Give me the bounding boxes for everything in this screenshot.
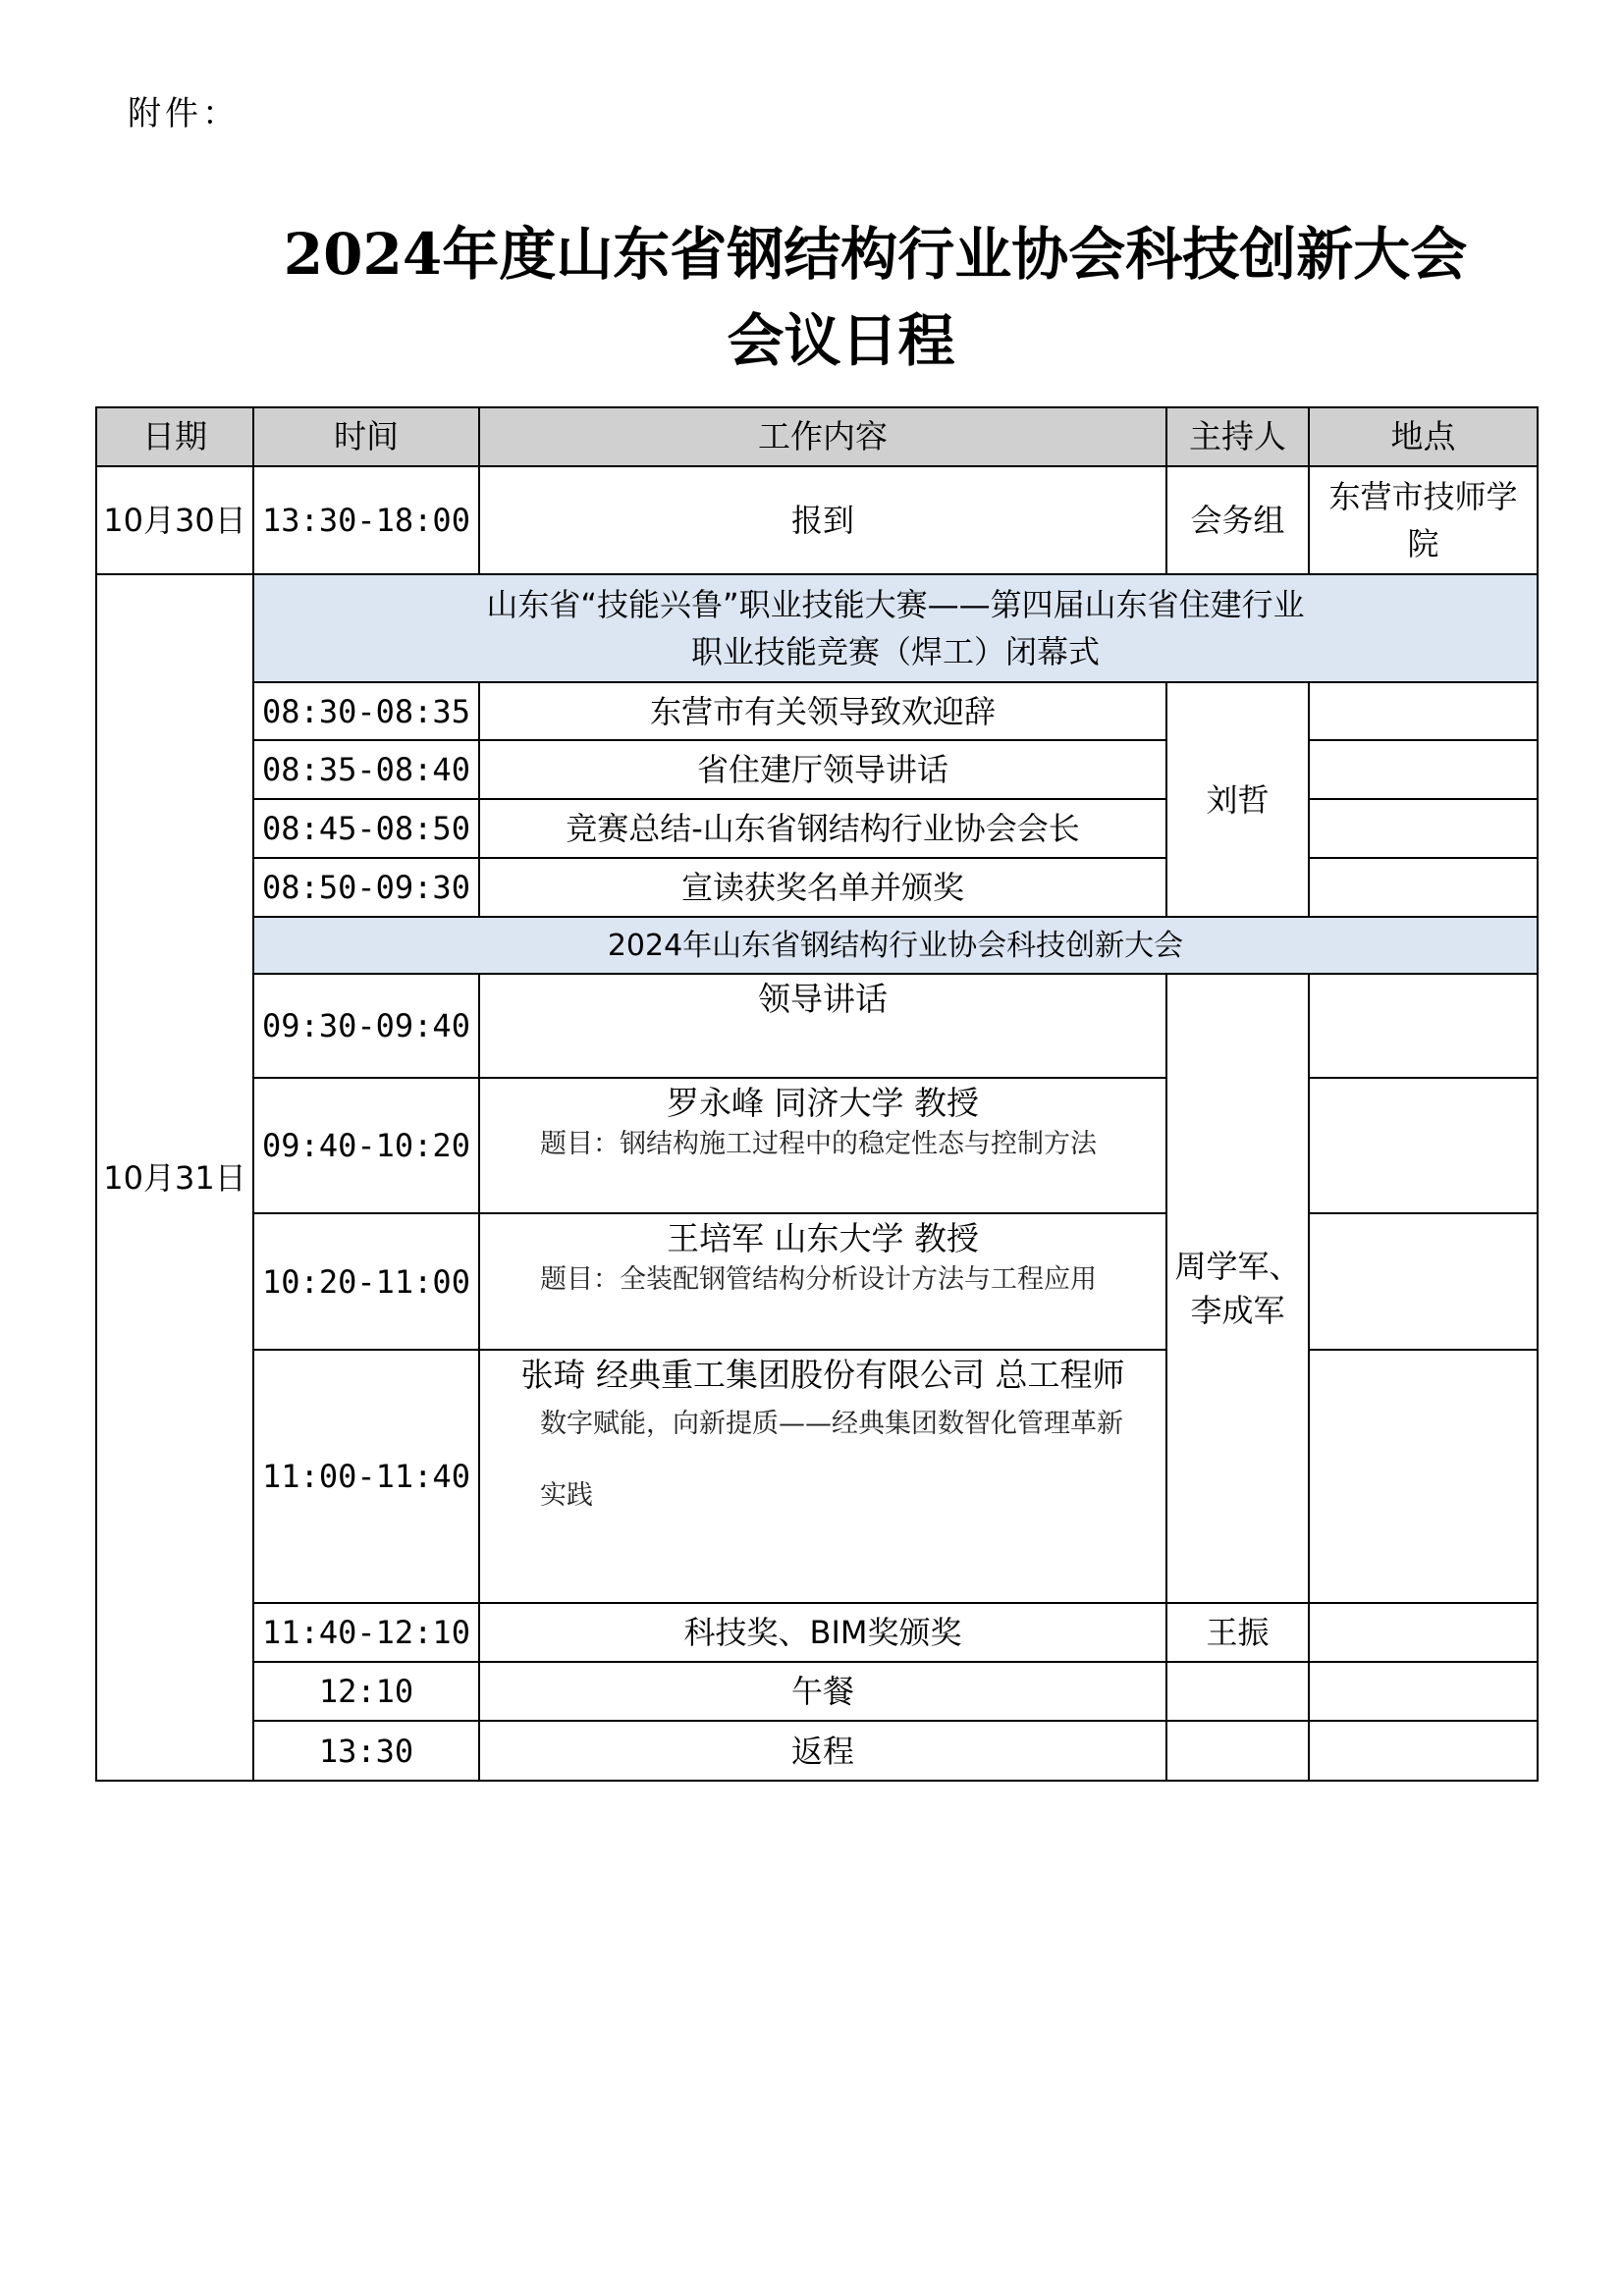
- content-cell: 宣读获奖名单并颁奖: [479, 858, 1166, 917]
- host-cell: [1166, 1662, 1309, 1721]
- host-cell: [1166, 1721, 1309, 1781]
- speaker-line: 领导讲话: [758, 980, 888, 1018]
- place-cell: [1309, 1662, 1538, 1721]
- header-date: 日期: [96, 407, 253, 466]
- host-cell: 王振: [1166, 1603, 1309, 1662]
- host-cell-liuzhe: 刘哲: [1166, 682, 1309, 917]
- time-cell: 09:40-10:20: [253, 1078, 479, 1213]
- time-cell: 11:00-11:40: [253, 1350, 479, 1603]
- content-cell: [479, 1078, 1166, 1213]
- content-cell: 午餐: [479, 1662, 1166, 1721]
- table-row: [96, 1078, 1538, 1213]
- content-cell: 报到: [479, 466, 1166, 574]
- place-cell: [1309, 974, 1538, 1078]
- section-row: [96, 917, 1538, 974]
- table-row: [96, 1350, 1538, 1603]
- table-row: [96, 740, 1538, 799]
- section-title-line2: 职业技能竞赛（焊工）闭幕式: [690, 633, 1100, 670]
- topic-line: 题目：钢结构施工过程中的稳定性态与控制方法: [540, 1128, 1097, 1159]
- table-row: [96, 974, 1538, 1078]
- speaker-line: 王培军 山东大学 教授: [667, 1219, 979, 1257]
- document-title: 2024年度山东省钢结构行业协会科技创新大会: [283, 221, 1468, 288]
- date-cell-oct30: 10月30日: [96, 466, 253, 574]
- table-row: [96, 682, 1538, 740]
- place-cell: [1309, 682, 1538, 740]
- place-cell: [1309, 1603, 1538, 1662]
- table-header-row: [96, 407, 1538, 466]
- content-cell: 返程: [479, 1721, 1166, 1781]
- topic-line: 题目：全装配钢管结构分析设计方法与工程应用: [540, 1263, 1097, 1295]
- section-title-innovation-conference: 2024年山东省钢结构行业协会科技创新大会: [253, 917, 1538, 974]
- table-row: [96, 1603, 1538, 1662]
- speaker-line: 张琦 经典重工集团股份有限公司 总工程师: [520, 1356, 1125, 1394]
- topic-line: 数字赋能，向新提质——经典集团数智化管理革新实践: [540, 1408, 1123, 1511]
- header-time: 时间: [253, 407, 479, 466]
- time-cell: 12:10: [253, 1662, 479, 1721]
- content-cell: [479, 1213, 1166, 1350]
- section-title-line1: 山东省“技能兴鲁”职业技能大赛——第四届山东省住建行业: [486, 586, 1305, 623]
- time-cell: 08:30-08:35: [253, 682, 479, 740]
- place-cell: [1309, 858, 1538, 917]
- time-cell: 09:30-09:40: [253, 974, 479, 1078]
- content-cell: 竞赛总结-山东省钢结构行业协会会长: [479, 799, 1166, 858]
- content-cell: [479, 1350, 1166, 1603]
- table-row: [96, 466, 1538, 574]
- place-cell: [1309, 1213, 1538, 1350]
- schedule-table: [95, 406, 1539, 1782]
- time-cell: 10:20-11:00: [253, 1213, 479, 1350]
- table-row: [96, 1213, 1538, 1350]
- section-row: [96, 574, 1538, 682]
- header-place: 地点: [1309, 407, 1538, 466]
- time-cell: 11:40-12:10: [253, 1603, 479, 1662]
- table-row: [96, 1721, 1538, 1781]
- place-cell: [1309, 1721, 1538, 1781]
- header-host: 主持人: [1166, 407, 1309, 466]
- place-cell: 东营市技师学院: [1309, 466, 1538, 574]
- content-cell: [479, 974, 1166, 1078]
- content-cell: 科技奖、BIM奖颁奖: [479, 1603, 1166, 1662]
- time-cell: 08:45-08:50: [253, 799, 479, 858]
- content-cell: 省住建厅领导讲话: [479, 740, 1166, 799]
- content-cell: 东营市有关领导致欢迎辞: [479, 682, 1166, 740]
- attachment-label: 附件：: [128, 94, 240, 133]
- host-cell: 会务组: [1166, 466, 1309, 574]
- header-content: 工作内容: [479, 407, 1166, 466]
- time-cell: 08:35-08:40: [253, 740, 479, 799]
- time-cell: 13:30-18:00: [253, 466, 479, 574]
- document-subtitle: 会议日程: [727, 307, 955, 374]
- place-cell: [1309, 740, 1538, 799]
- host-cell-zhou-li: 周学军、李成军: [1166, 974, 1309, 1603]
- table-row: [96, 858, 1538, 917]
- place-cell: [1309, 1078, 1538, 1213]
- table-row: [96, 799, 1538, 858]
- date-cell-oct31: 10月31日: [96, 574, 253, 1781]
- time-cell: 13:30: [253, 1721, 479, 1781]
- time-cell: 08:50-09:30: [253, 858, 479, 917]
- section-title-closing-ceremony: [253, 574, 1538, 682]
- table-row: [96, 1662, 1538, 1721]
- place-cell: [1309, 799, 1538, 858]
- speaker-line: 罗永峰 同济大学 教授: [667, 1084, 979, 1122]
- place-cell: [1309, 1350, 1538, 1603]
